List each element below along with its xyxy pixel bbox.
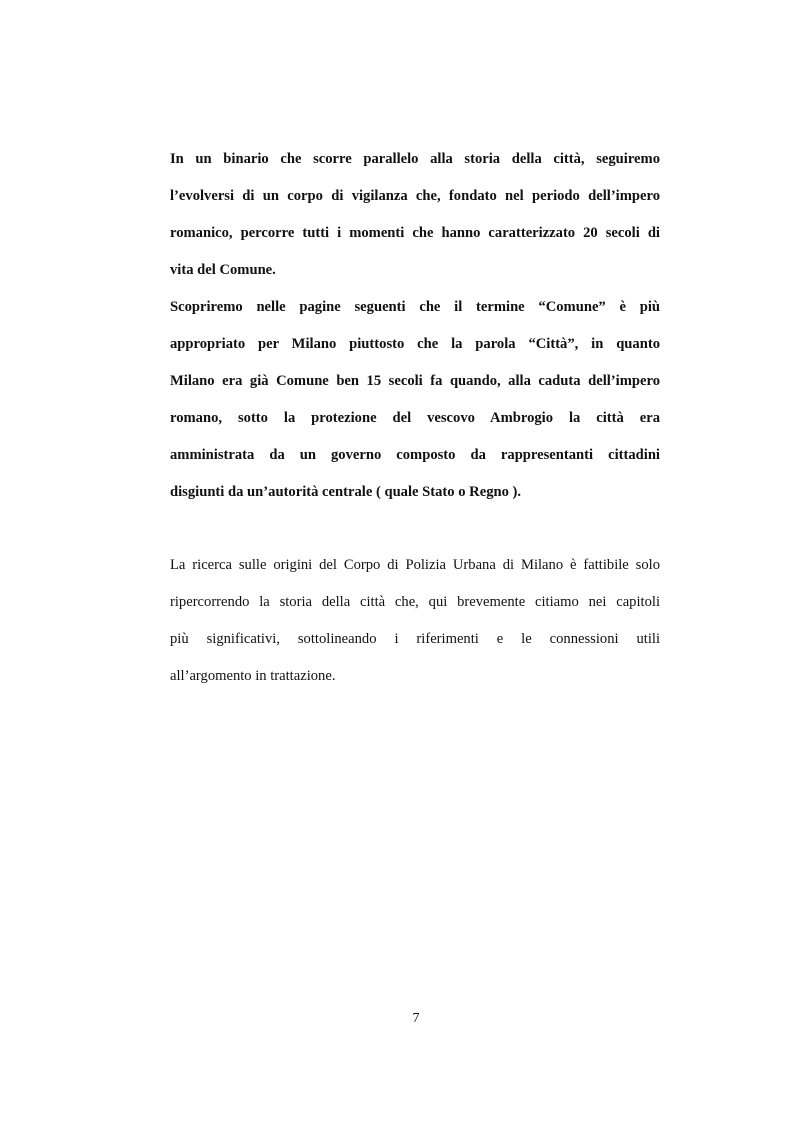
text-line: più significativi, sottolineando i riferimenti e le connessioni utili — [170, 631, 660, 647]
paragraph-city-history — [170, 141, 660, 289]
paragraph-research — [170, 547, 660, 695]
bold-text-block — [170, 141, 660, 511]
text-line: l’evolversi di un corpo di vigilanza che, fondato nel periodo dell’impero — [170, 188, 660, 204]
text-line: appropriato per Milano piuttosto che la parola “Città”, in quanto — [170, 336, 660, 352]
text-line: romano, sotto la protezione del vescovo Ambrogio la città era — [170, 410, 660, 426]
text-line: In un binario che scorre parallelo alla storia della città, seguiremo — [170, 151, 660, 167]
text-line: ripercorrendo la storia della città che, qui brevemente citiamo nei capitoli — [170, 594, 660, 610]
text-line: Scopriremo nelle pagine seguenti che il termine “Comune” è più — [170, 299, 660, 315]
text-line: disgiunti da un’autorità centrale ( quale Stato o Regno ). — [170, 484, 522, 500]
normal-text-block — [170, 547, 660, 695]
text-line: vita del Comune. — [170, 262, 276, 278]
text-line: La ricerca sulle origini del Corpo di Polizia Urbana di Milano è fattibile solo — [170, 557, 660, 573]
text-line: romanico, percorre tutti i momenti che hanno caratterizzato 20 secoli di — [170, 225, 660, 241]
paragraph-comune — [170, 289, 660, 511]
text-line: all’argomento in trattazione. — [170, 668, 336, 684]
text-line: Milano era già Comune ben 15 secoli fa quando, alla caduta dell’impero — [170, 373, 660, 389]
page-number: 7 — [412, 1011, 420, 1026]
text-line: amministrata da un governo composto da rappresentanti cittadini — [170, 447, 660, 463]
